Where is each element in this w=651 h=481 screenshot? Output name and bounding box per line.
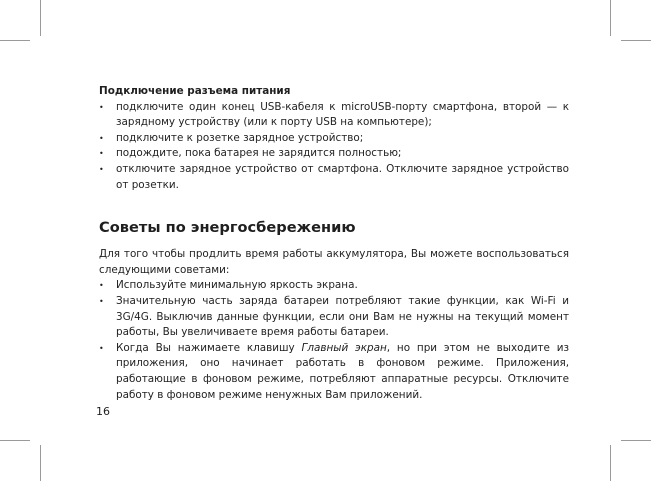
energy-saving-title: Советы по энергосбережению bbox=[99, 219, 356, 237]
crop-mark-top-right bbox=[610, 0, 611, 36]
crop-mark-top-left bbox=[40, 0, 41, 36]
crop-mark-bottom-right bbox=[610, 445, 611, 481]
list-item: • Значительную часть заряда батареи потребляют такие функции, как Wi-Fi и 3G/4G. Выключив данные функции, если они Вам не нужны на текущий момент работы, Вы увеличиваете время работы батареи. bbox=[99, 294, 569, 341]
crop-mark-right-top bbox=[621, 40, 651, 41]
list-item: • подождите, пока батарея не зарядится полностью; bbox=[99, 146, 569, 162]
crop-mark-left-bottom bbox=[0, 440, 30, 441]
list-item: • отключите зарядное устройство от смартфона. Отключите зарядное устройство от розетки. bbox=[99, 162, 569, 193]
page-content bbox=[99, 84, 569, 403]
crop-mark-left-top bbox=[0, 40, 30, 41]
crop-mark-bottom-left bbox=[40, 445, 41, 481]
item-text-after: , но при этом не выходите из приложения, оно начинает работать в фоновом режиме. Приложения, работающие в фоновом режиме, потребляют аппаратные ресурсы. Отключите работу в фоновом режиме ненужных Вам приложений. bbox=[116, 341, 570, 401]
list-item: • подключите к розетке зарядное устройство; bbox=[99, 131, 569, 147]
power-connection-subheading: Подключение разъема питания bbox=[99, 85, 291, 97]
page-number: 16 bbox=[96, 405, 110, 418]
power-connection-list bbox=[99, 100, 569, 194]
list-item bbox=[99, 341, 569, 403]
list-item: • Используйте минимальную яркость экрана. bbox=[99, 278, 569, 294]
item-text-before: Когда Вы нажимаете клавишу bbox=[116, 341, 302, 354]
crop-mark-right-bottom bbox=[621, 440, 651, 441]
list-item: • подключите один конец USB-кабеля к microUSB-порту смартфона, второй — к зарядному устройству (или к порту USB на компьютере); bbox=[99, 100, 569, 131]
energy-saving-intro: Для того чтобы продлить время работы аккумулятора, Вы можете воспользоваться следующими советами: bbox=[99, 248, 569, 276]
energy-saving-list bbox=[99, 278, 569, 403]
home-screen-key-emphasis: Главный экран bbox=[301, 341, 387, 354]
